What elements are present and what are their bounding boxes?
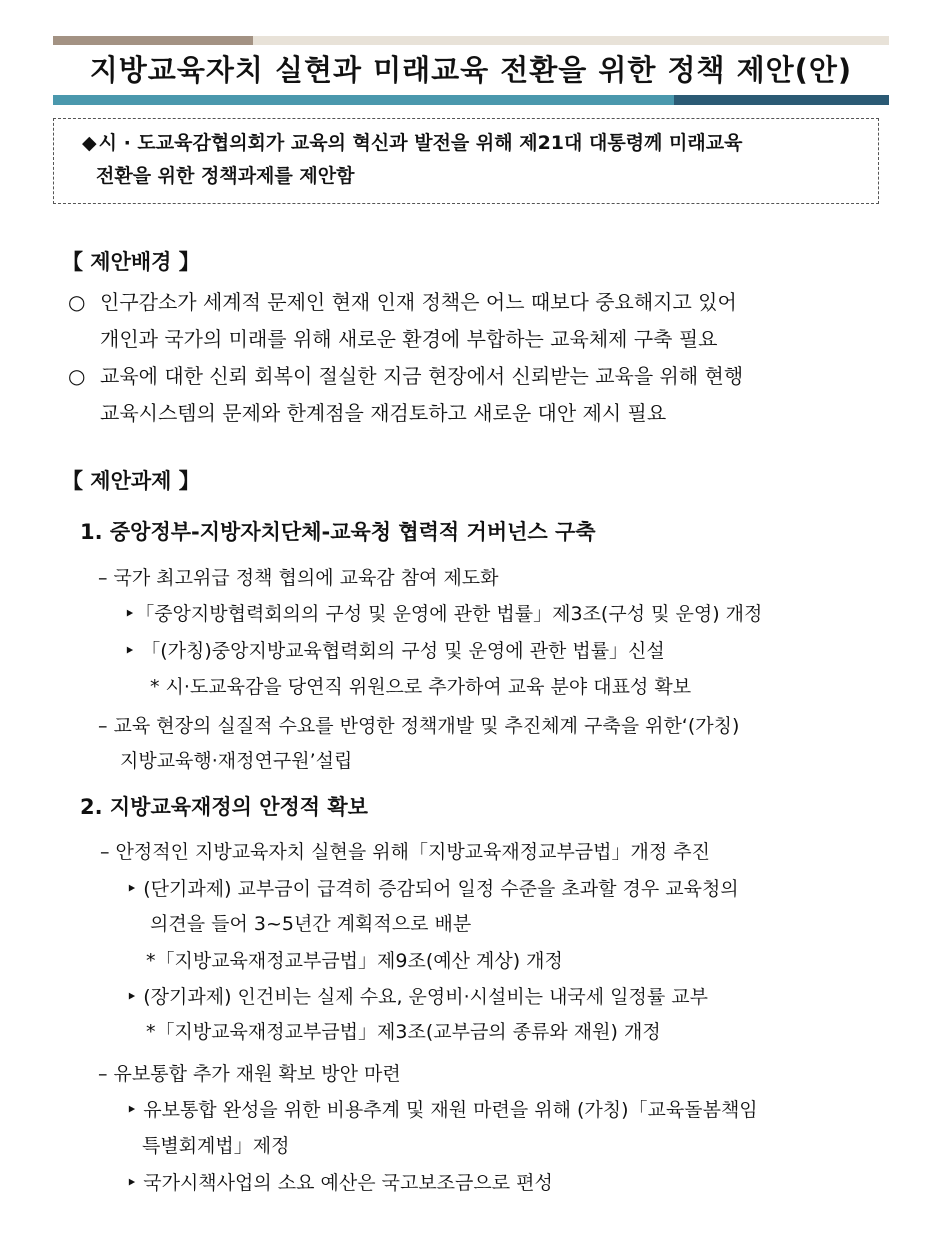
task-1-item-1: – 국가 최고위급 정책 협의에 교육감 참여 제도화: [98, 567, 499, 589]
task-2-item-2: – 유보통합 추가 재원 확보 방안 마련: [98, 1063, 401, 1085]
task-2-item-1-note-1: *「지방교육재정교부금법」제9조(예산 계상) 개정: [146, 950, 563, 972]
title-top-bar-accent: [53, 36, 253, 45]
bullet-2-line-1: 교육에 대한 신뢰 회복이 절실한 지금 현장에서 신뢰받는 교육을 위해 현행: [100, 364, 744, 388]
title-bottom-bar-accent: [674, 95, 889, 105]
background-bullet-2: [62, 358, 892, 432]
task-2-item-2-sub-1-line-2: 특별회계법」제정: [142, 1135, 290, 1157]
task-2-item-1-sub-1-line-2: 의견을 들어 3~5년간 계획적으로 배분: [150, 913, 472, 935]
tasks-heading: 【 제안과제 】: [62, 469, 200, 493]
task-2-item-1-sub-2: ‣ (장기과제) 인건비는 실제 수요, 운영비·시설비는 내국세 일정률 교부: [126, 986, 708, 1008]
task-1-item-1-note: * 시·도교육감을 당연직 위원으로 추가하여 교육 분야 대표성 확보: [150, 676, 692, 698]
task-1-item-2-line-2: 지방교육행·재정연구원’설립: [120, 750, 353, 772]
background-bullet-1: [62, 284, 892, 358]
page-title: 지방교육자치 실현과 미래교육 전환을 위한 정책 제안(안): [89, 53, 853, 87]
diamond-icon: ◆: [82, 132, 97, 154]
task-1-item-1-sub-2: ‣ 「(가칭)중앙지방교육협력회의 구성 및 운영에 관한 법률」신설: [124, 640, 665, 662]
task-2-title: 2. 지방교육재정의 안정적 확보: [80, 795, 368, 819]
task-1-item-2-line-1: – 교육 현장의 실질적 수요를 반영한 정책개발 및 추진체계 구축을 위한‘(가칭): [98, 715, 740, 737]
bullet-2-line-2: 교육시스템의 문제와 한계점을 재검토하고 새로운 대안 제시 필요: [100, 401, 667, 425]
task-2-item-1: – 안정적인 지방교육자치 실현을 위해「지방교육재정교부금법」개정 추진: [100, 841, 710, 863]
task-2-item-2-sub-2: ‣ 국가시책사업의 소요 예산은 국고보조금으로 편성: [126, 1172, 553, 1194]
bullet-1-line-2: 개인과 국가의 미래를 위해 새로운 환경에 부합하는 교육체제 구축 필요: [100, 327, 718, 351]
circle-bullet-icon: ○: [68, 290, 86, 314]
background-heading: 【 제안배경 】: [62, 250, 200, 274]
circle-bullet-icon: ○: [68, 364, 86, 388]
summary-line-1: [82, 127, 860, 160]
summary-box: [53, 118, 879, 204]
summary-text-1: 시 · 도교육감협의회가 교육의 혁신과 발전을 위해 제21대 대통령께 미래교육: [98, 132, 743, 154]
task-2-item-1-note-2: *「지방교육재정교부금법」제3조(교부금의 종류와 재원) 개정: [146, 1021, 661, 1043]
task-1-item-1-sub-1: ‣「중앙지방협력회의의 구성 및 운영에 관한 법률」제3조(구성 및 운영) 개정: [124, 603, 763, 625]
bullet-1-line-1: 인구감소가 세계적 문제인 현재 인재 정책은 어느 때보다 중요해지고 있어: [100, 290, 737, 314]
task-1-title: 1. 중앙정부-지방자치단체-교육청 협력적 거버넌스 구축: [80, 520, 596, 544]
summary-text-2: 전환을 위한 정책과제를 제안함: [96, 165, 355, 187]
task-2-item-2-sub-1-line-1: ‣ 유보통합 완성을 위한 비용추계 및 재원 마련을 위해 (가칭)「교육돌봄책임: [126, 1099, 758, 1121]
task-2-item-1-sub-1-line-1: ‣ (단기과제) 교부금이 급격히 증감되어 일정 수준을 초과할 경우 교육청의: [126, 878, 739, 900]
